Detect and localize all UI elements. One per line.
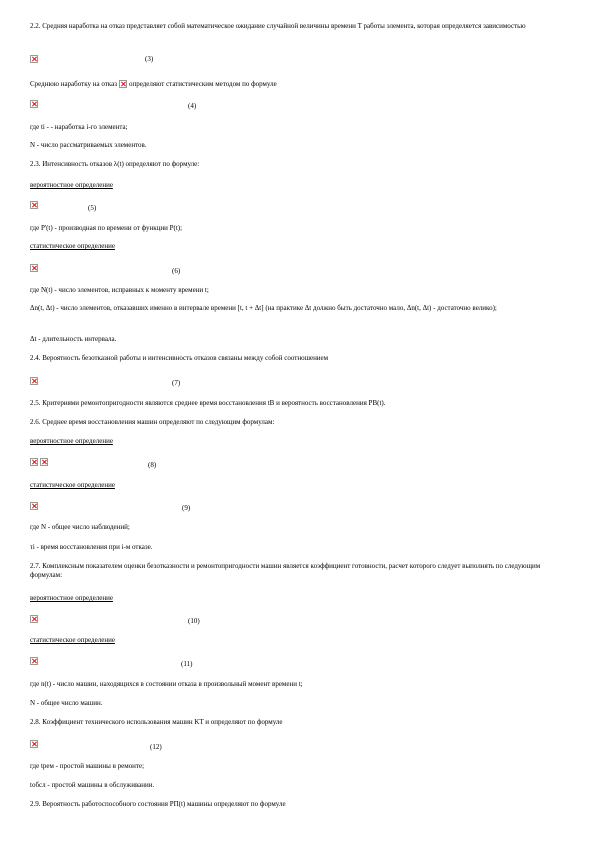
section-2-3-line: 2.3. Интенсивность отказов λ(t) определяют по формуле:	[30, 160, 200, 168]
statistical-definition-heading-3: статистическое определение	[30, 636, 115, 644]
formula-3-image	[30, 55, 38, 63]
section-2-9-line: 2.9. Вероятность работоспособного состояния PП(t) машины определяют по формуле	[30, 800, 286, 808]
service-downtime-line: tобсл - простой машины в обслуживании.	[30, 781, 155, 789]
formula-7-image	[30, 377, 38, 385]
nt-line: где N(t) - число элементов, исправных к моменту времени t;	[30, 286, 209, 294]
n-elements-line: N - число рассматриваемых элементов.	[30, 141, 147, 149]
section-2-7-paragraph: 2.7. Комплексным показателем оценки безотказности и ремонтопригодности машин является коэффициент готовности, расчет которого следует выполнять по следующим формулам:	[30, 562, 541, 579]
equation-number-3: (3)	[145, 55, 154, 63]
statistical-definition-heading-1: статистическое определение	[30, 242, 115, 250]
mean-time-text-b: определяют статистическим методом по формуле	[128, 80, 277, 88]
equation-number-8: (8)	[148, 461, 157, 469]
equation-number-12: (12)	[150, 743, 162, 751]
formula-4-image	[30, 100, 38, 108]
derivative-line: где P'(t) - производная по времени от функции P(t);	[30, 224, 183, 232]
total-observations-line: где N - общее число наблюдений;	[30, 523, 130, 531]
formula-6-image	[30, 264, 38, 272]
statistical-definition-heading-2: статистическое определение	[30, 481, 115, 489]
section-2-8-line: 2.8. Коэффициент технического использования машин KT и определяют по формуле	[30, 718, 283, 726]
equation-number-5: (5)	[88, 204, 97, 212]
formula-5-image	[30, 201, 38, 209]
inline-formula-image	[119, 80, 127, 88]
delta-n-paragraph: Δn(t, Δt) - число элементов, отказавших именно в интервале времени [t, t + Δt] (на практике Δt должно быть достаточно мало, Δn(t, Δt) - достаточно велико);	[30, 304, 497, 312]
where-ti-line: где ti - - наработка i-го элемента;	[30, 123, 128, 131]
section-2-4-line: 2.4. Вероятность безотказной работы и интенсивность отказов связаны между собой соотношением	[30, 354, 329, 362]
delta-t-line: Δt - длительность интервала.	[30, 335, 117, 343]
probabilistic-definition-heading-2: вероятностное определение	[30, 437, 113, 445]
equation-number-6: (6)	[172, 267, 181, 275]
probabilistic-definition-heading-3: вероятностное определение	[30, 594, 113, 602]
formula-12-image	[30, 740, 38, 748]
equation-number-9: (9)	[182, 504, 191, 512]
section-2-5-line: 2.5. Критериями ремонтопригодности являются среднее время восстановления tB и вероятность восстановления PB(t).	[30, 399, 386, 407]
formula-8-image-a	[30, 458, 38, 466]
equation-number-11: (11)	[181, 660, 193, 668]
formula-8-image-b	[40, 458, 48, 466]
probabilistic-definition-heading-1: вероятностное определение	[30, 181, 113, 189]
total-machines-line: N - общее число машин.	[30, 699, 103, 707]
formula-9-image	[30, 502, 38, 510]
recovery-time-line: τi - время восстановления при i-м отказе.	[30, 543, 153, 551]
equation-number-10: (10)	[188, 617, 200, 625]
equation-number-7: (7)	[172, 379, 181, 387]
equation-number-4: (4)	[188, 102, 197, 110]
failed-machines-line: где n(t) - число машин, находящихся в состоянии отказа в произвольный момент времени t;	[30, 680, 303, 688]
mean-time-paragraph	[30, 80, 277, 89]
formula-10-image	[30, 615, 38, 623]
formula-11-image	[30, 657, 38, 665]
section-2-6-line: 2.6. Среднее время восстановления машин определяют по следующим формулам:	[30, 418, 275, 426]
mean-time-text-a: Среднюю наработку на отказ	[30, 80, 117, 88]
section-2-2-paragraph: 2.2. Средняя наработка на отказ представляет собой математическое ожидание случайной величины времени T работы элемента, которая определяется зависимостью	[30, 22, 526, 30]
repair-downtime-line: где tрем - простой машины в ремонте;	[30, 762, 145, 770]
